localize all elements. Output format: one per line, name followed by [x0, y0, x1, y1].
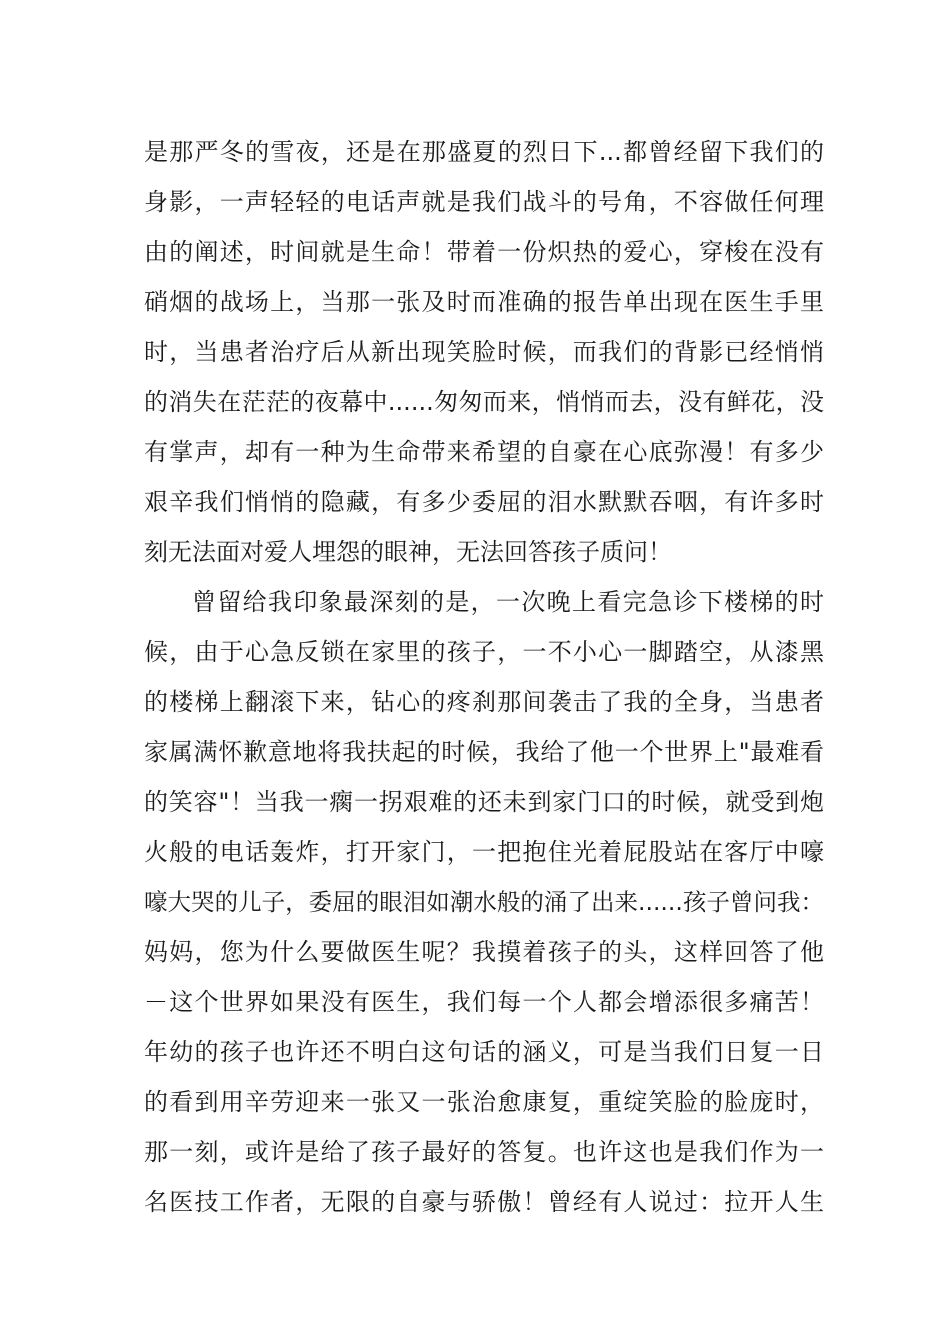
body-text-line-2: 身影，一声轻轻的电话声就是我们战斗的号角，不容做任何理 [144, 188, 824, 216]
body-text-line-11: 候，由于心急反锁在家里的孩子，一不小心一脚踏空，从漆黑 [144, 638, 824, 666]
body-text-line-12: 的楼梯上翻滚下来，钻心的疼刹那间袭击了我的全身，当患者 [144, 688, 824, 716]
body-text-line-18: －这个世界如果没有医生，我们每一个人都会增添很多痛苦！ [144, 988, 824, 1016]
body-text-line-1: 是那严冬的雪夜，还是在那盛夏的烈日下...都曾经留下我们的 [144, 138, 824, 166]
body-text-line-7: 有掌声，却有一种为生命带来希望的自豪在心底弥漫！有多少 [144, 438, 824, 466]
body-text-line-14: 的笑容"！当我一瘸一拐艰难的还未到家门口的时候，就受到炮 [144, 788, 824, 816]
body-text-line-6: 的消失在茫茫的夜幕中......匆匆而来，悄悄而去，没有鲜花，没 [144, 388, 824, 416]
body-text-line-15: 火般的电话轰炸，打开家门，一把抱住光着屁股站在客厅中嚎 [144, 838, 824, 866]
body-text-line-21: 那一刻，或许是给了孩子最好的答复。也许这也是我们作为一 [144, 1138, 824, 1166]
body-text-line-4: 硝烟的战场上，当那一张及时而准确的报告单出现在医生手里 [144, 288, 824, 316]
body-text-line-10: 曾留给我印象最深刻的是，一次晚上看完急诊下楼梯的时 [192, 588, 824, 616]
body-text-line-22: 名医技工作者，无限的自豪与骄傲！曾经有人说过：拉开人生 [144, 1188, 824, 1216]
body-text-line-3: 由的阐述，时间就是生命！带着一份炽热的爱心，穿梭在没有 [144, 238, 824, 266]
body-text-line-13: 家属满怀歉意地将我扶起的时候，我给了他一个世界上"最难看 [144, 738, 824, 766]
body-text-line-16: 嚎大哭的儿子，委屈的眼泪如潮水般的涌了出来......孩子曾问我： [144, 888, 824, 916]
body-text-line-19: 年幼的孩子也许还不明白这句话的涵义，可是当我们日复一日 [144, 1038, 824, 1066]
body-text-line-17: 妈妈，您为什么要做医生呢？我摸着孩子的头，这样回答了他 [144, 938, 824, 966]
body-text-line-5: 时，当患者治疗后从新出现笑脸时候，而我们的背影已经悄悄 [144, 338, 824, 366]
body-text-line-8: 艰辛我们悄悄的隐藏，有多少委屈的泪水默默吞咽，有许多时 [144, 488, 824, 516]
body-text-line-20: 的看到用辛劳迎来一张又一张治愈康复，重绽笑脸的脸庞时， [144, 1088, 824, 1116]
body-text-line-9: 刻无法面对爱人埋怨的眼神，无法回答孩子质问！ [144, 538, 672, 566]
